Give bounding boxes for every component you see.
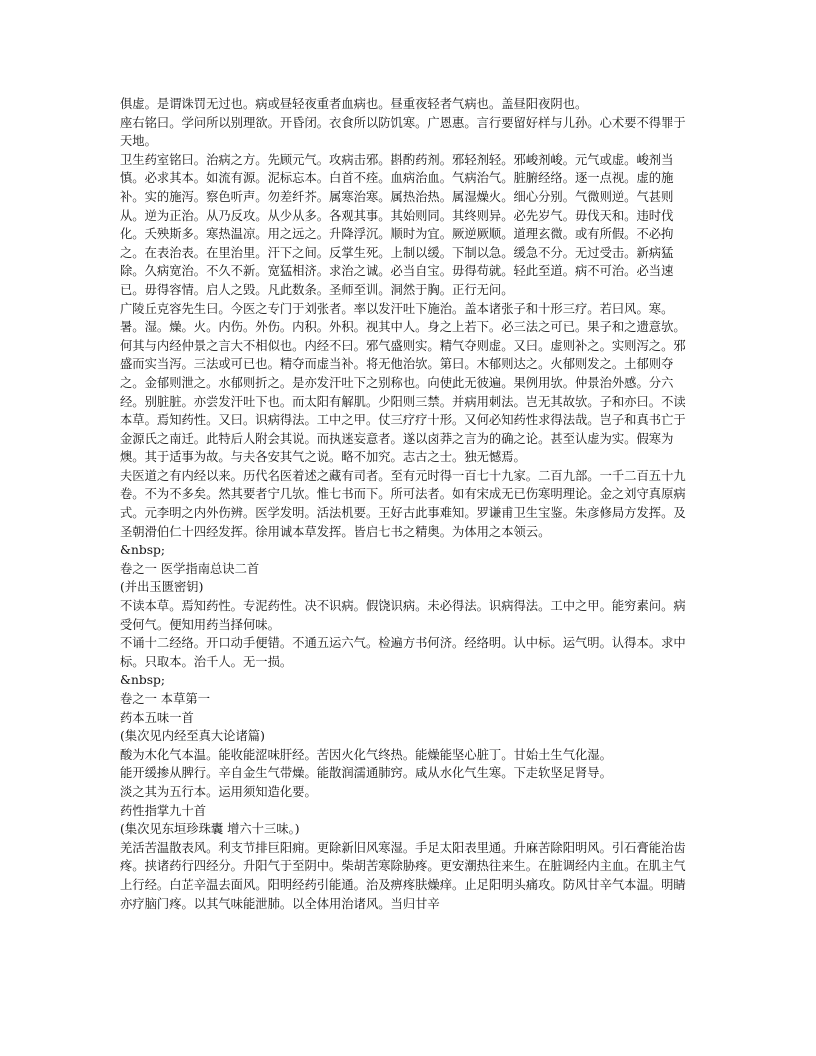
nbsp-marker: &nbsp; [120,543,166,558]
paragraph-bu-song-jing-luo: 不诵十二经络。开口动手便错。不通五运六气。检遍方书何济。经络明。认中标。运气明。认得本。求中标。只取本。治千人。无一损。 [120,636,686,669]
subheading-yao-ben-wu-wei: 药本五味一首 [120,710,194,725]
section-heading-ben-cao: 卷之一 本草第一 [120,692,210,706]
verse-line-1: 酸为木化气本温。能收能涩味肝经。苦因火化气终热。能燥能坚心脏丁。甘始土生气化湿。 [120,747,612,762]
paragraph-yi-dao-nei-jing: 夫医道之有内经以来。历代名医着述之藏有司者。至有元时得一百七十九家。二百九部。一千二百五十九卷。不为不多矣。然其要者宁几欤。惟七书而下。所可法者。如有宋成无已伤寒明理论。金之刘守真原病式。元李明之内外伤辨。医学发明。活法机要。王好古此事难知。罗谦甫卫生宝鉴。朱彦修局方发挥。及圣朝滑伯仁十四经发挥。徐用诚本草发挥。皆启七书之精奥。为体用之本领云。 [120,468,686,539]
verse-line-3: 淡之其为五行本。运用须知造化要。 [120,784,317,799]
nbsp-marker: &nbsp; [120,673,166,688]
document-page [120,95,696,913]
source-note-nei-jing: (集次见内经至真大论诸篇) [120,729,265,744]
paragraph-zhou-ye-bing: 俱虚。是谓诛罚无过也。病或昼轻夜重者血病也。昼重夜轻者气病也。盖昼阳夜阴也。 [120,97,588,111]
paragraph-yao-xing-verses: 羌活苦温散表风。利支节排巨阳痈。更除新旧风寒湿。手足太阳表里通。升麻苦除阳明风。引石膏能治齿疼。挟诸药行四经分。升阳气于至阴中。柴胡苦寒除胁疼。更安潮热往来生。在脏调经内主血。在肌主气上行经。白芷辛温去面风。阳明经药引能通。治及痹疼肤燥痒。止足阳明头痛攻。防风甘辛气本温。明睛亦疗脑门疼。以其气味能泄肺。以全体用治诸风。当归甘辛 [120,840,686,911]
paragraph-zuo-you-ming: 座右铭曰。学问所以别理欲。开昏闭。衣食所以防饥寒。广恩惠。言行要留好样与儿孙。心术要不得罪于天地。 [120,115,686,149]
section-heading-yi-xue-zhi-nan: 卷之一 医学指南总诀二首 [120,561,260,576]
verse-line-2: 能开缓掺从脾行。辛自金生气带燥。能散润濡通肺窍。咸从水化气生寒。下走软坚足肾导。 [120,766,612,781]
paragraph-bu-du-ben-cao: 不读本草。焉知药性。专泥药性。决不识病。假饶识病。未必得法。识病得法。工中之甲。能穷素问。病受何气。便知用药当择何味。 [120,599,686,632]
source-note-yu-kui-mi-yue: (并出玉匮密钥) [120,580,204,595]
paragraph-qiu-ke-rong: 广陵丘克容先生曰。今医之专门于刘张者。率以发汗吐下施治。盖本诸张子和十形三疗。若曰风。寒。暑。湿。燥。火。内伤。外伤。内积。外积。视其中人。身之上若下。必三法之可已。果子和之遗意欤。何其与内经仲景之言大不相似也。内经不曰。邪气盛则实。精气夺则虚。又曰。虚则补之。实则泻之。邪盛而实当泻。三法或可已也。精夺而虚当补。将无他治欤。第曰。木郁则达之。火郁则发之。土郁则夺之。金郁则泄之。水郁则折之。是亦发汗吐下之别称也。向使此无彼遍。果例用欤。仲景治外感。分六经。别脏脏。亦尝发汗吐下也。而太阳有解肌。少阳则三禁。并病用刺法。岂无其故欤。子和亦曰。不读本草。焉知药性。又曰。识病得法。工中之甲。仗三疗疗十形。又何必知药性求得法哉。岂子和真书亡于金源氏之南迁。此特后人附会其说。而执迷妄意者。遂以卤莽之言为的确之论。甚至认虚为实。假寒为燠。其于适事为故。与夫各安其气之说。略不加究。志古之士。独无憾焉。 [120,301,686,465]
source-note-zhen-zhu-nang: (集次见东垣珍珠囊 增六十三味。) [120,822,300,837]
subheading-yao-xing-zhi-zhang: 药性指掌九十首 [120,803,207,818]
paragraph-wei-sheng-yao-shi-ming: 卫生药室铭曰。治病之方。先顾元气。攻病击邪。斟酌药剂。邪轻剂轻。邪峻剂峻。元气或虚。峻剂当慎。必求其本。如流有源。泥标忘本。白首不痊。血病治血。气病治气。脏腑经络。逐一点视。虚的施补。实的施泻。察色听声。勿差纤芥。属寒治寒。属热治热。属湿燥火。细心分别。气微则逆。气甚则从。逆为正治。从乃反攻。从少从多。各观其事。其始则同。其终则异。必先岁气。毋伐天和。违时伐化。夭殃斯多。寒热温凉。用之远之。升降浮沉。顺时为宜。厥逆厥顺。道理玄微。或有所假。不必拘之。在表治表。在里治里。汗下之间。反掌生死。上制以缓。下制以急。缓急不分。无过受击。新病猛除。久病宽治。不久不新。宽猛相济。求治之诚。必当自宝。毋得苟就。轻此至道。病不可治。必当速已。毋得容情。启人之毁。凡此数条。圣师至训。洞然于胸。正行无问。 [120,152,674,297]
